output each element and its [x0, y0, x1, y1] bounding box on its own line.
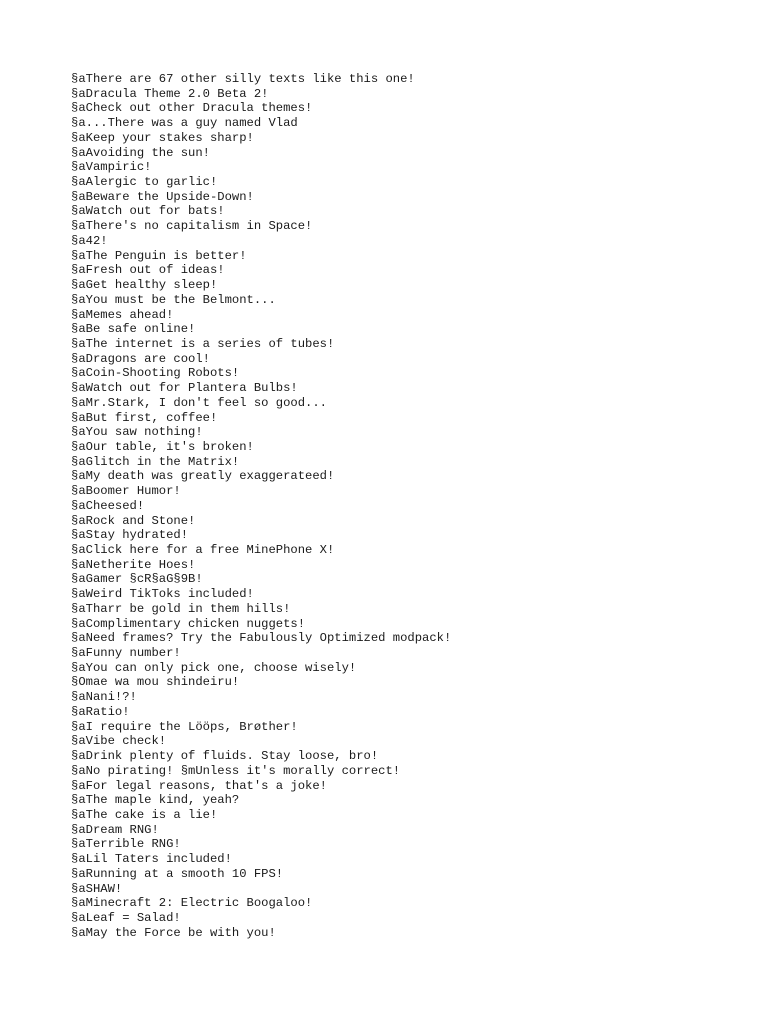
text-line: §aWatch out for Plantera Bulbs!: [71, 381, 298, 396]
text-line: §aLil Taters included!: [71, 852, 232, 867]
text-line: §aThere's no capitalism in Space!: [71, 219, 313, 234]
text-document: [71, 72, 758, 940]
text-line: §aFunny number!: [71, 646, 181, 661]
text-line: §aI require the Lööps, Brøther!: [71, 719, 298, 734]
text-line: §aVibe check!: [71, 734, 167, 749]
text-line: §aVampiric!: [71, 160, 152, 175]
text-line: §a42!: [71, 233, 108, 248]
text-line: §aRunning at a smooth 10 FPS!: [71, 866, 284, 881]
text-line: §Omae wa mou shindeiru!: [71, 675, 240, 690]
text-line: §aWeird TikToks included!: [71, 587, 254, 602]
text-line: §aBeware the Upside-Down!: [71, 189, 254, 204]
text-line: §aMy death was greatly exaggerateed!: [71, 469, 335, 484]
text-line: §a...There was a guy named Vlad: [71, 116, 298, 131]
text-line: §aRatio!: [71, 704, 130, 719]
text-line: §aCoin-Shooting Robots!: [71, 366, 240, 381]
text-line: §aWatch out for bats!: [71, 204, 225, 219]
text-line: §aFor legal reasons, that's a joke!: [71, 778, 327, 793]
text-line: §aThe cake is a lie!: [71, 807, 218, 822]
text-line: §aThe Penguin is better!: [71, 248, 247, 263]
text-line: §aBe safe online!: [71, 322, 196, 337]
text-line: §aBut first, coffee!: [71, 410, 218, 425]
text-line: §aMinecraft 2: Electric Boogaloo!: [71, 896, 313, 911]
text-line: §aDracula Theme 2.0 Beta 2!: [71, 86, 269, 101]
text-line: §aTharr be gold in them hills!: [71, 601, 291, 616]
text-line: §aTerrible RNG!: [71, 837, 181, 852]
text-line: §aThe internet is a series of tubes!: [71, 336, 335, 351]
text-line: §aThe maple kind, yeah?: [71, 793, 240, 808]
text-line: §aMay the Force be with you!: [71, 925, 276, 940]
text-line: §aNani!?!: [71, 690, 137, 705]
text-line: §aCheck out other Dracula themes!: [71, 101, 313, 116]
text-line: §aAvoiding the sun!: [71, 145, 210, 160]
text-line: §aGlitch in the Matrix!: [71, 454, 240, 469]
text-line: §aGet healthy sleep!: [71, 278, 218, 293]
text-line: §aNo pirating! §mUnless it's morally correct!: [71, 763, 401, 778]
text-line: §aMr.Stark, I don't feel so good...: [71, 395, 327, 410]
text-line: §aFresh out of ideas!: [71, 263, 225, 278]
text-line: §aBoomer Humor!: [71, 484, 181, 499]
text-line: §aNetherite Hoes!: [71, 557, 196, 572]
text-line: §aLeaf = Salad!: [71, 910, 181, 925]
text-line: §aNeed frames? Try the Fabulously Optimized modpack!: [71, 631, 452, 646]
text-line: §aYou must be the Belmont...: [71, 292, 276, 307]
text-line: §aYou saw nothing!: [71, 425, 203, 440]
text-line: §aClick here for a free MinePhone X!: [71, 543, 335, 557]
text-line: §aDragons are cool!: [71, 351, 210, 366]
text-line: §aDream RNG!: [71, 822, 159, 837]
text-line: §aOur table, it's broken!: [71, 439, 254, 454]
text-line: §aAlergic to garlic!: [71, 175, 218, 190]
text-line: §aYou can only pick one, choose wisely!: [71, 660, 357, 675]
text-line: §aComplimentary chicken nuggets!: [71, 616, 306, 631]
text-line: §aCheesed!: [71, 498, 145, 513]
text-line: §aMemes ahead!: [71, 307, 174, 322]
text-line: §aThere are 67 other silly texts like this one!: [71, 72, 415, 86]
text-line: §aDrink plenty of fluids. Stay loose, bro!: [71, 749, 379, 764]
text-line: §aKeep your stakes sharp!: [71, 130, 254, 145]
text-line: §aRock and Stone!: [71, 513, 196, 528]
text-line: §aGamer §cR§aG§9B!: [71, 572, 203, 587]
text-line: §aSHAW!: [71, 881, 123, 896]
text-line: §aStay hydrated!: [71, 528, 189, 543]
